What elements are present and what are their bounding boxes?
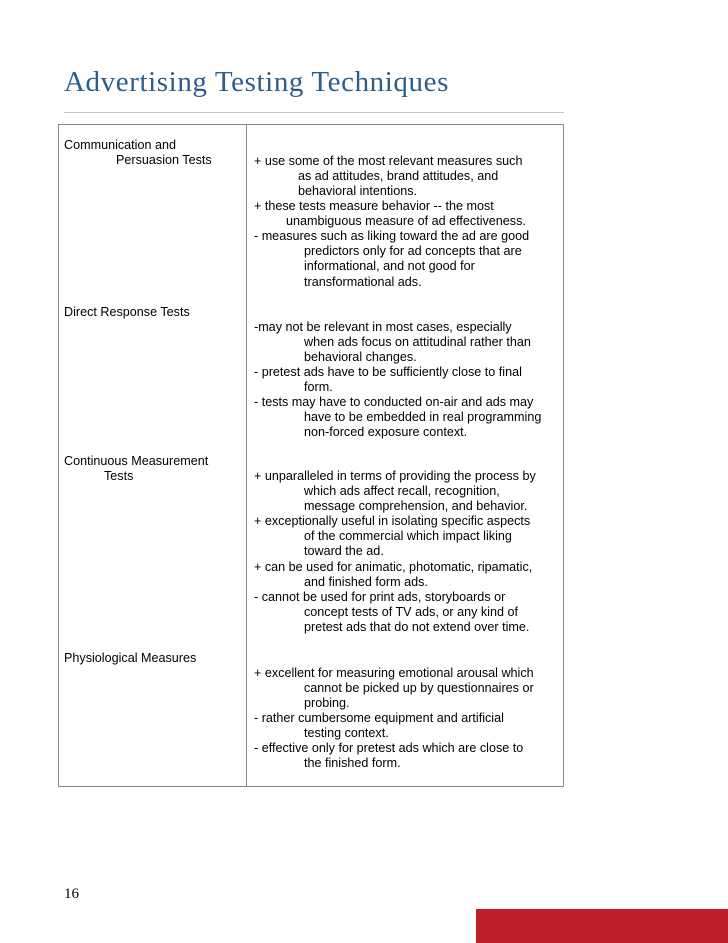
list-item [254,514,530,560]
point-text: non-forced exposure context. [304,425,468,440]
point-text: as ad attitudes, brand attitudes, and [298,169,499,184]
test-name-physiological [64,651,196,666]
point-text: + unparalleled in terms of providing the process by [254,469,536,483]
list-item [254,365,522,395]
point-text: - rather cumbersome equipment and artificial [254,711,504,725]
list-item [254,666,534,712]
list-item [254,395,541,441]
point-text: + can be used for animatic, photomatic, ripamatic, [254,560,533,574]
title-underline [64,112,564,113]
footer-accent-bar [476,909,728,943]
test-name-communication [64,138,212,168]
point-text: form. [304,380,333,395]
point-text: + use some of the most relevant measures such [254,154,523,168]
point-text: testing context. [304,726,389,741]
test-name-line: Continuous Measurement [64,454,209,468]
point-text: + excellent for measuring emotional arousal which [254,666,534,680]
point-text: when ads focus on attitudinal rather than [304,335,531,350]
point-text: behavioral intentions. [298,184,418,199]
list-item [254,469,536,515]
list-item [254,741,523,771]
point-text: the finished form. [304,756,401,771]
test-name-continuous-measurement [64,454,208,484]
point-text: toward the ad. [304,544,384,559]
point-text: unambiguous measure of ad effectiveness. [286,214,526,229]
test-name-line: Communication and [64,138,177,152]
list-item [254,229,529,290]
point-text: behavioral changes. [304,350,417,365]
point-text: - effective only for pretest ads which are close to [254,741,524,755]
column-divider [246,124,247,787]
point-text: informational, and not good for [304,259,475,274]
point-text: probing. [304,696,350,711]
test-name-line: Persuasion Tests [116,153,212,168]
list-item [254,711,504,741]
test-name-line: Physiological Measures [64,651,197,665]
point-text: + these tests measure behavior -- the most [254,199,494,213]
list-item [254,154,522,200]
point-text: - measures such as liking toward the ad are good [254,229,530,243]
point-text: cannot be picked up by questionnaires or [304,681,534,696]
list-item [254,590,529,636]
list-item [254,199,526,229]
point-text: transformational ads. [304,274,422,289]
point-text: concept tests of TV ads, or any kind of [304,605,518,620]
point-text: - cannot be used for print ads, storyboards or [254,590,506,604]
point-text: -may not be relevant in most cases, especially [254,320,512,334]
point-text: pretest ads that do not extend over time. [304,620,530,635]
test-name-line: Tests [104,469,134,484]
page-number: 16 [64,886,79,902]
point-text: and finished form ads. [304,575,428,590]
list-item [254,320,531,366]
test-name-direct-response [64,305,190,320]
page-title: Advertising Testing Techniques [64,66,449,98]
point-text: + exceptionally useful in isolating specific aspects [254,514,531,528]
list-item [254,560,532,590]
point-text: predictors only for ad concepts that are [304,244,522,259]
test-name-line: Direct Response Tests [64,305,190,319]
point-text: which ads affect recall, recognition, [304,484,500,499]
point-text: message comprehension, and behavior. [304,499,528,514]
point-text: have to be embedded in real programming [304,410,542,425]
point-text: - pretest ads have to be sufficiently close to final [254,365,522,379]
point-text: of the commercial which impact liking [304,529,512,544]
point-text: - tests may have to conducted on-air and ads may [254,395,534,409]
